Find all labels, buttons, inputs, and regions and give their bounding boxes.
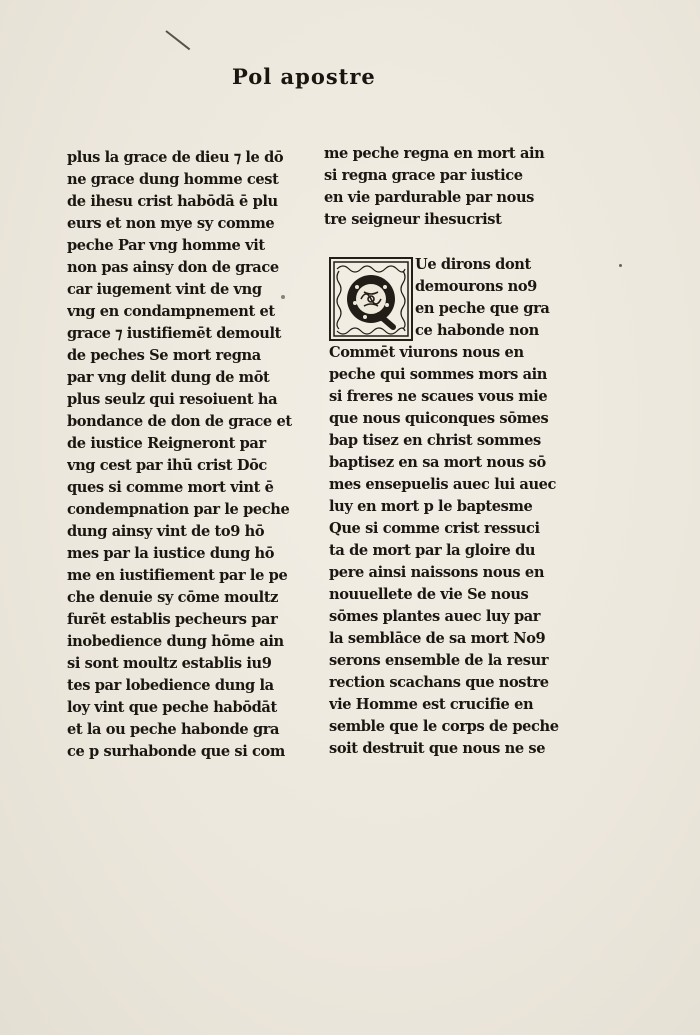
- text-line: dung ainsy vint de to9 hō: [67, 523, 265, 540]
- text-line: me peche regna en mort ain: [324, 145, 545, 162]
- paper-speck: [619, 264, 622, 267]
- text-line: rection scachans que nostre: [329, 674, 549, 691]
- text-line: che denuie sy cōme moultz: [67, 589, 279, 606]
- ornament-icon: [331, 259, 411, 339]
- text-line: Ue dirons dont: [415, 256, 531, 273]
- text-line: mes ensepuelis auec lui auec: [329, 476, 557, 493]
- text-line: tre seigneur ihesucrist: [324, 211, 502, 228]
- text-line: par vng delit dung de mōt: [67, 369, 270, 386]
- text-line: et la ou peche habonde gra: [67, 721, 280, 738]
- text-line: inobedience dung hōme ain: [67, 633, 284, 650]
- left-column: [67, 147, 299, 763]
- text-line: en peche que gra: [415, 300, 550, 317]
- text-line: si freres ne scaues vous mie: [329, 388, 548, 405]
- text-line: furēt establis pecheurs par: [67, 611, 278, 628]
- text-line: ce habonde non: [415, 322, 539, 339]
- text-line: sōmes plantes auec luy par: [329, 608, 541, 625]
- text-line: loy vint que peche habōdāt: [67, 699, 277, 716]
- right-column-wrapped: [415, 254, 555, 342]
- text-line: tes par lobedience dung la: [67, 677, 274, 694]
- text-line: vng en condampnement et: [67, 303, 275, 320]
- text-line: me en iustifiement par le pe: [67, 567, 288, 584]
- text-line: soit destruit que nous ne se: [329, 740, 546, 757]
- running-title: Pol apostre: [232, 64, 376, 89]
- text-line: condempnation par le peche: [67, 501, 290, 518]
- text-line: ta de mort par la gloire du: [329, 542, 536, 559]
- text-line: si regna grace par iustice: [324, 167, 523, 184]
- decorated-initial-q: [329, 257, 413, 341]
- text-line: Commēt viurons nous en: [329, 344, 524, 361]
- text-line: bap tisez en christ sommes: [329, 432, 541, 449]
- text-line: la semblāce de sa mort No9: [329, 630, 546, 647]
- ink-stroke-mark: [165, 30, 190, 50]
- text-line: bondance de don de grace et: [67, 413, 292, 430]
- text-line: en vie pardurable par nous: [324, 189, 534, 206]
- text-line: non pas ainsy don de grace: [67, 259, 279, 276]
- text-line: semble que le corps de peche: [329, 718, 559, 735]
- text-line: de peches Se mort regna: [67, 347, 261, 364]
- text-line: si sont moultz establis iu9: [67, 655, 272, 672]
- text-line: pere ainsi naissons nous en: [329, 564, 545, 581]
- text-line: ce p surhabonde que si com: [67, 743, 285, 760]
- text-line: ques si comme mort vint ē: [67, 479, 274, 496]
- right-column-top: [324, 143, 554, 231]
- text-line: nouuellete de vie Se nous: [329, 586, 529, 603]
- text-line: luy en mort p le baptesme: [329, 498, 533, 515]
- text-line: Que si comme crist ressuci: [329, 520, 540, 537]
- text-line: baptisez en sa mort nous sō: [329, 454, 546, 471]
- text-line: peche qui sommes mors ain: [329, 366, 547, 383]
- text-line: mes par la iustice dung hō: [67, 545, 275, 562]
- text-line: de ihesu crist habōdā ē plu: [67, 193, 278, 210]
- text-line: de iustice Reigneront par: [67, 435, 266, 452]
- text-line: ne grace dung homme cest: [67, 171, 279, 188]
- text-line: demourons no9: [415, 278, 537, 295]
- text-line: eurs et non mye sy comme: [67, 215, 275, 232]
- text-line: plus seulz qui resoiuent ha: [67, 391, 278, 408]
- right-column-body: [329, 342, 561, 760]
- text-line: peche Par vng homme vit: [67, 237, 265, 254]
- text-line: vng cest par ihū crist Dōc: [67, 457, 267, 474]
- text-line: grace ⁊ iustifiemēt demoult: [67, 325, 282, 342]
- text-line: que nous quiconques sōmes: [329, 410, 549, 427]
- text-line: plus la grace de dieu ⁊ le dō: [67, 149, 284, 166]
- text-line: vie Homme est crucifie en: [329, 696, 534, 713]
- text-line: serons ensemble de la resur: [329, 652, 549, 669]
- text-line: car iugement vint de vng: [67, 281, 262, 298]
